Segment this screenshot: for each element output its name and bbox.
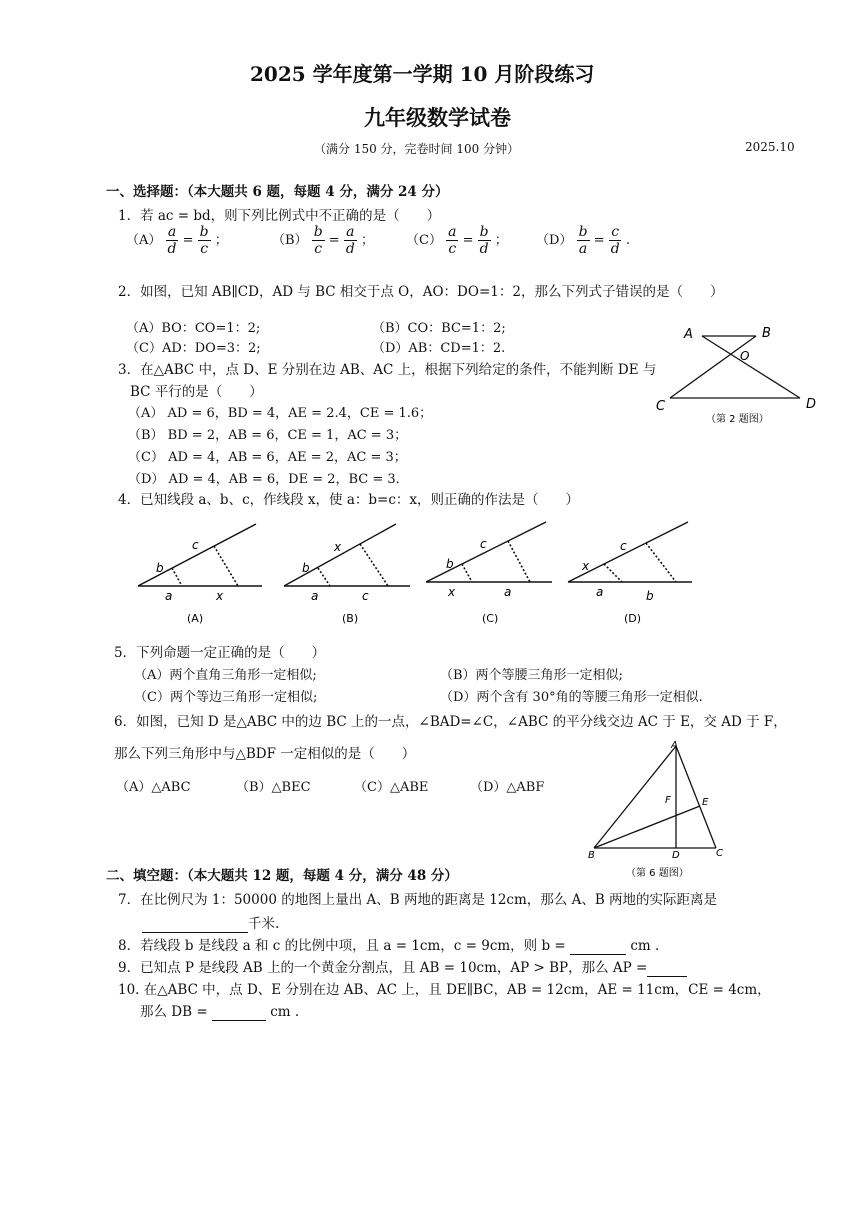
- q4a-lower1: a: [165, 589, 173, 603]
- q4c-lower2: a: [504, 585, 512, 599]
- q4b-lower1: a: [311, 589, 319, 603]
- q2-option-b: （B）CO：BC=1：2;: [372, 321, 506, 336]
- q8-line: 8．若线段 b 是线段 a 和 c 的比例中项，且 a = 1cm，c = 9cm，则 b = cm .: [118, 938, 660, 954]
- exam-date: 2025.10: [745, 140, 795, 154]
- q6-label-a: A: [671, 740, 678, 751]
- q7-line2: 千米.: [142, 912, 279, 933]
- exam-subtitle: 九年级数学试卷: [364, 105, 511, 130]
- q6-stem-line2: 那么下列三角形中与△BDF 一定相似的是（ ）: [114, 746, 416, 762]
- q10-answer-blank[interactable]: [212, 1004, 266, 1021]
- q7-answer-blank[interactable]: [142, 916, 248, 933]
- q5-option-b: （B）两个等腰三角形一定相似;: [440, 668, 623, 683]
- q4-figure-b: [278, 516, 428, 628]
- q4a-upper2: c: [192, 538, 199, 552]
- q4b-upper2: x: [334, 540, 342, 554]
- q3-option-b: （B） BD = 2，AB = 6，CE = 1，AC = 3；: [128, 428, 408, 443]
- q7-line1: 7．在比例尺为 1：50000 的地图上量出 A、B 两地的距离是 12cm，那么 A、B 两地的实际距离是: [118, 892, 718, 908]
- q3-stem-line2: BC 平行的是（ ）: [130, 384, 263, 400]
- q4-stem: 4．已知线段 a、b、c，作线段 x，使 a：b=c：x，则正确的作法是（ ）: [118, 492, 580, 508]
- q4c-lower1: x: [448, 585, 456, 599]
- q2-stem: 2．如图，已知 AB∥CD，AD 与 BC 相交于点 O，AO：DO=1：2，那么下列式子错误的是（ ）: [118, 284, 724, 300]
- q2-label-o: O: [740, 349, 750, 363]
- q3-option-a: （A） AD = 6，BD = 4，AE = 2.4，CE = 1.6；: [128, 406, 433, 421]
- q10-line2: 那么 DB = cm .: [140, 1004, 300, 1020]
- q1-option-c: （C） $\frac{a}{c}$ = $\frac{b}{d}$ ；: [406, 224, 508, 257]
- q4d-lower2: b: [646, 589, 654, 603]
- q4-figure-c: [420, 516, 570, 628]
- q6-caption: （第 6 题图）: [626, 868, 689, 879]
- q10-line1: 10. 在△ABC 中，点 D、E 分别在边 AB、AC 上，且 DE∥BC，AB = 12cm，AE = 11cm，CE = 4cm，: [118, 982, 771, 998]
- exam-info: （满分 150 分，完卷时间 100 分钟）: [314, 142, 520, 156]
- q9-line: 9．已知点 P 是线段 AB 上的一个黄金分割点，且 AB = 10cm，AP > BP，那么 AP =: [118, 956, 687, 977]
- q4c-upper1: b: [446, 557, 454, 571]
- q4c-upper2: c: [480, 537, 487, 551]
- q9-answer-blank[interactable]: [647, 960, 687, 977]
- q6-option-d: （D）△ABF: [470, 780, 545, 795]
- q2-label-a: A: [684, 327, 693, 342]
- q2-label-c: C: [656, 399, 666, 414]
- q4b-caption: (B): [342, 612, 359, 625]
- q2-caption: （第 2 题图）: [706, 414, 769, 425]
- q4a-lower2: x: [216, 589, 224, 603]
- exam-title: 2025 学年度第一学期 10 月阶段练习: [250, 62, 595, 86]
- q6-label-d: D: [672, 850, 680, 861]
- q6-label-f: F: [665, 795, 671, 806]
- q1-option-a: （A） $\frac{a}{d}$ = $\frac{b}{c}$ ；: [126, 224, 228, 257]
- q4a-caption: (A): [187, 612, 204, 625]
- q2-option-d: （D）AB：CD=1：2.: [372, 341, 506, 356]
- q2-label-b: B: [762, 326, 771, 341]
- q3-option-c: （C） AD = 4，AB = 6，AE = 2，AC = 3；: [128, 450, 407, 465]
- section1-heading: 一、选择题：（本大题共 6 题，每题 4 分，满分 24 分）: [106, 184, 449, 200]
- q5-stem: 5．下列命题一定正确的是（ ）: [114, 645, 326, 661]
- q4d-lower1: a: [596, 585, 604, 599]
- q4a-upper1: b: [156, 561, 164, 575]
- q5-option-d: （D）两个含有 30°角的等腰三角形一定相似.: [440, 690, 703, 705]
- q4b-lower2: c: [362, 589, 369, 603]
- q2-option-c: （C）AD：DO=3：2;: [126, 341, 261, 356]
- q1-stem: 1．若 ac = bd，则下列比例式中不正确的是（ ）: [118, 208, 441, 224]
- q5-option-c: （C）两个等边三角形一定相似;: [134, 690, 318, 705]
- q3-option-d: （D） AD = 4，AB = 6，DE = 2，BC = 3．: [128, 472, 409, 487]
- q1-option-b: （B） $\frac{b}{c}$ = $\frac{a}{d}$ ；: [272, 224, 374, 257]
- q6-option-b: （B）△BEC: [236, 780, 311, 795]
- q4d-upper1: x: [582, 559, 590, 573]
- q6-figure: [580, 736, 740, 886]
- q6-stem-line1: 6．如图，已知 D 是△ABC 中的边 BC 上的一点，∠BAD=∠C，∠ABC 的平分线交边 AC 于 E，交 AD 于 F，: [114, 714, 787, 730]
- q6-label-b: B: [588, 850, 595, 861]
- q2-option-a: （A）BO：CO=1：2;: [126, 321, 261, 336]
- section2-heading: 二、填空题：（本大题共 12 题，每题 4 分，满分 48 分）: [106, 868, 458, 884]
- q1-option-d: （D） $\frac{b}{a}$ = $\frac{c}{d}$ .: [536, 224, 630, 257]
- q4b-upper1: b: [302, 561, 310, 575]
- q3-stem-line1: 3．在△ABC 中，点 D、E 分别在边 AB、AC 上，根据下列给定的条件，不能判断 DE 与: [118, 362, 657, 378]
- q6-option-a: （A）△ABC: [116, 780, 191, 795]
- q4c-caption: (C): [482, 612, 499, 625]
- q6-label-e: E: [702, 797, 709, 808]
- q4d-upper2: c: [620, 539, 627, 553]
- q8-answer-blank[interactable]: [570, 938, 626, 955]
- q6-label-c: C: [716, 848, 723, 859]
- q2-label-d: D: [806, 397, 817, 412]
- q4d-caption: (D): [624, 612, 642, 625]
- q6-option-c: （C）△ABE: [354, 780, 429, 795]
- q2-figure: [640, 318, 840, 430]
- q4-figure-a: [132, 516, 282, 628]
- q4-figure-d: [562, 516, 712, 628]
- q5-option-a: （A）两个直角三角形一定相似;: [134, 668, 317, 683]
